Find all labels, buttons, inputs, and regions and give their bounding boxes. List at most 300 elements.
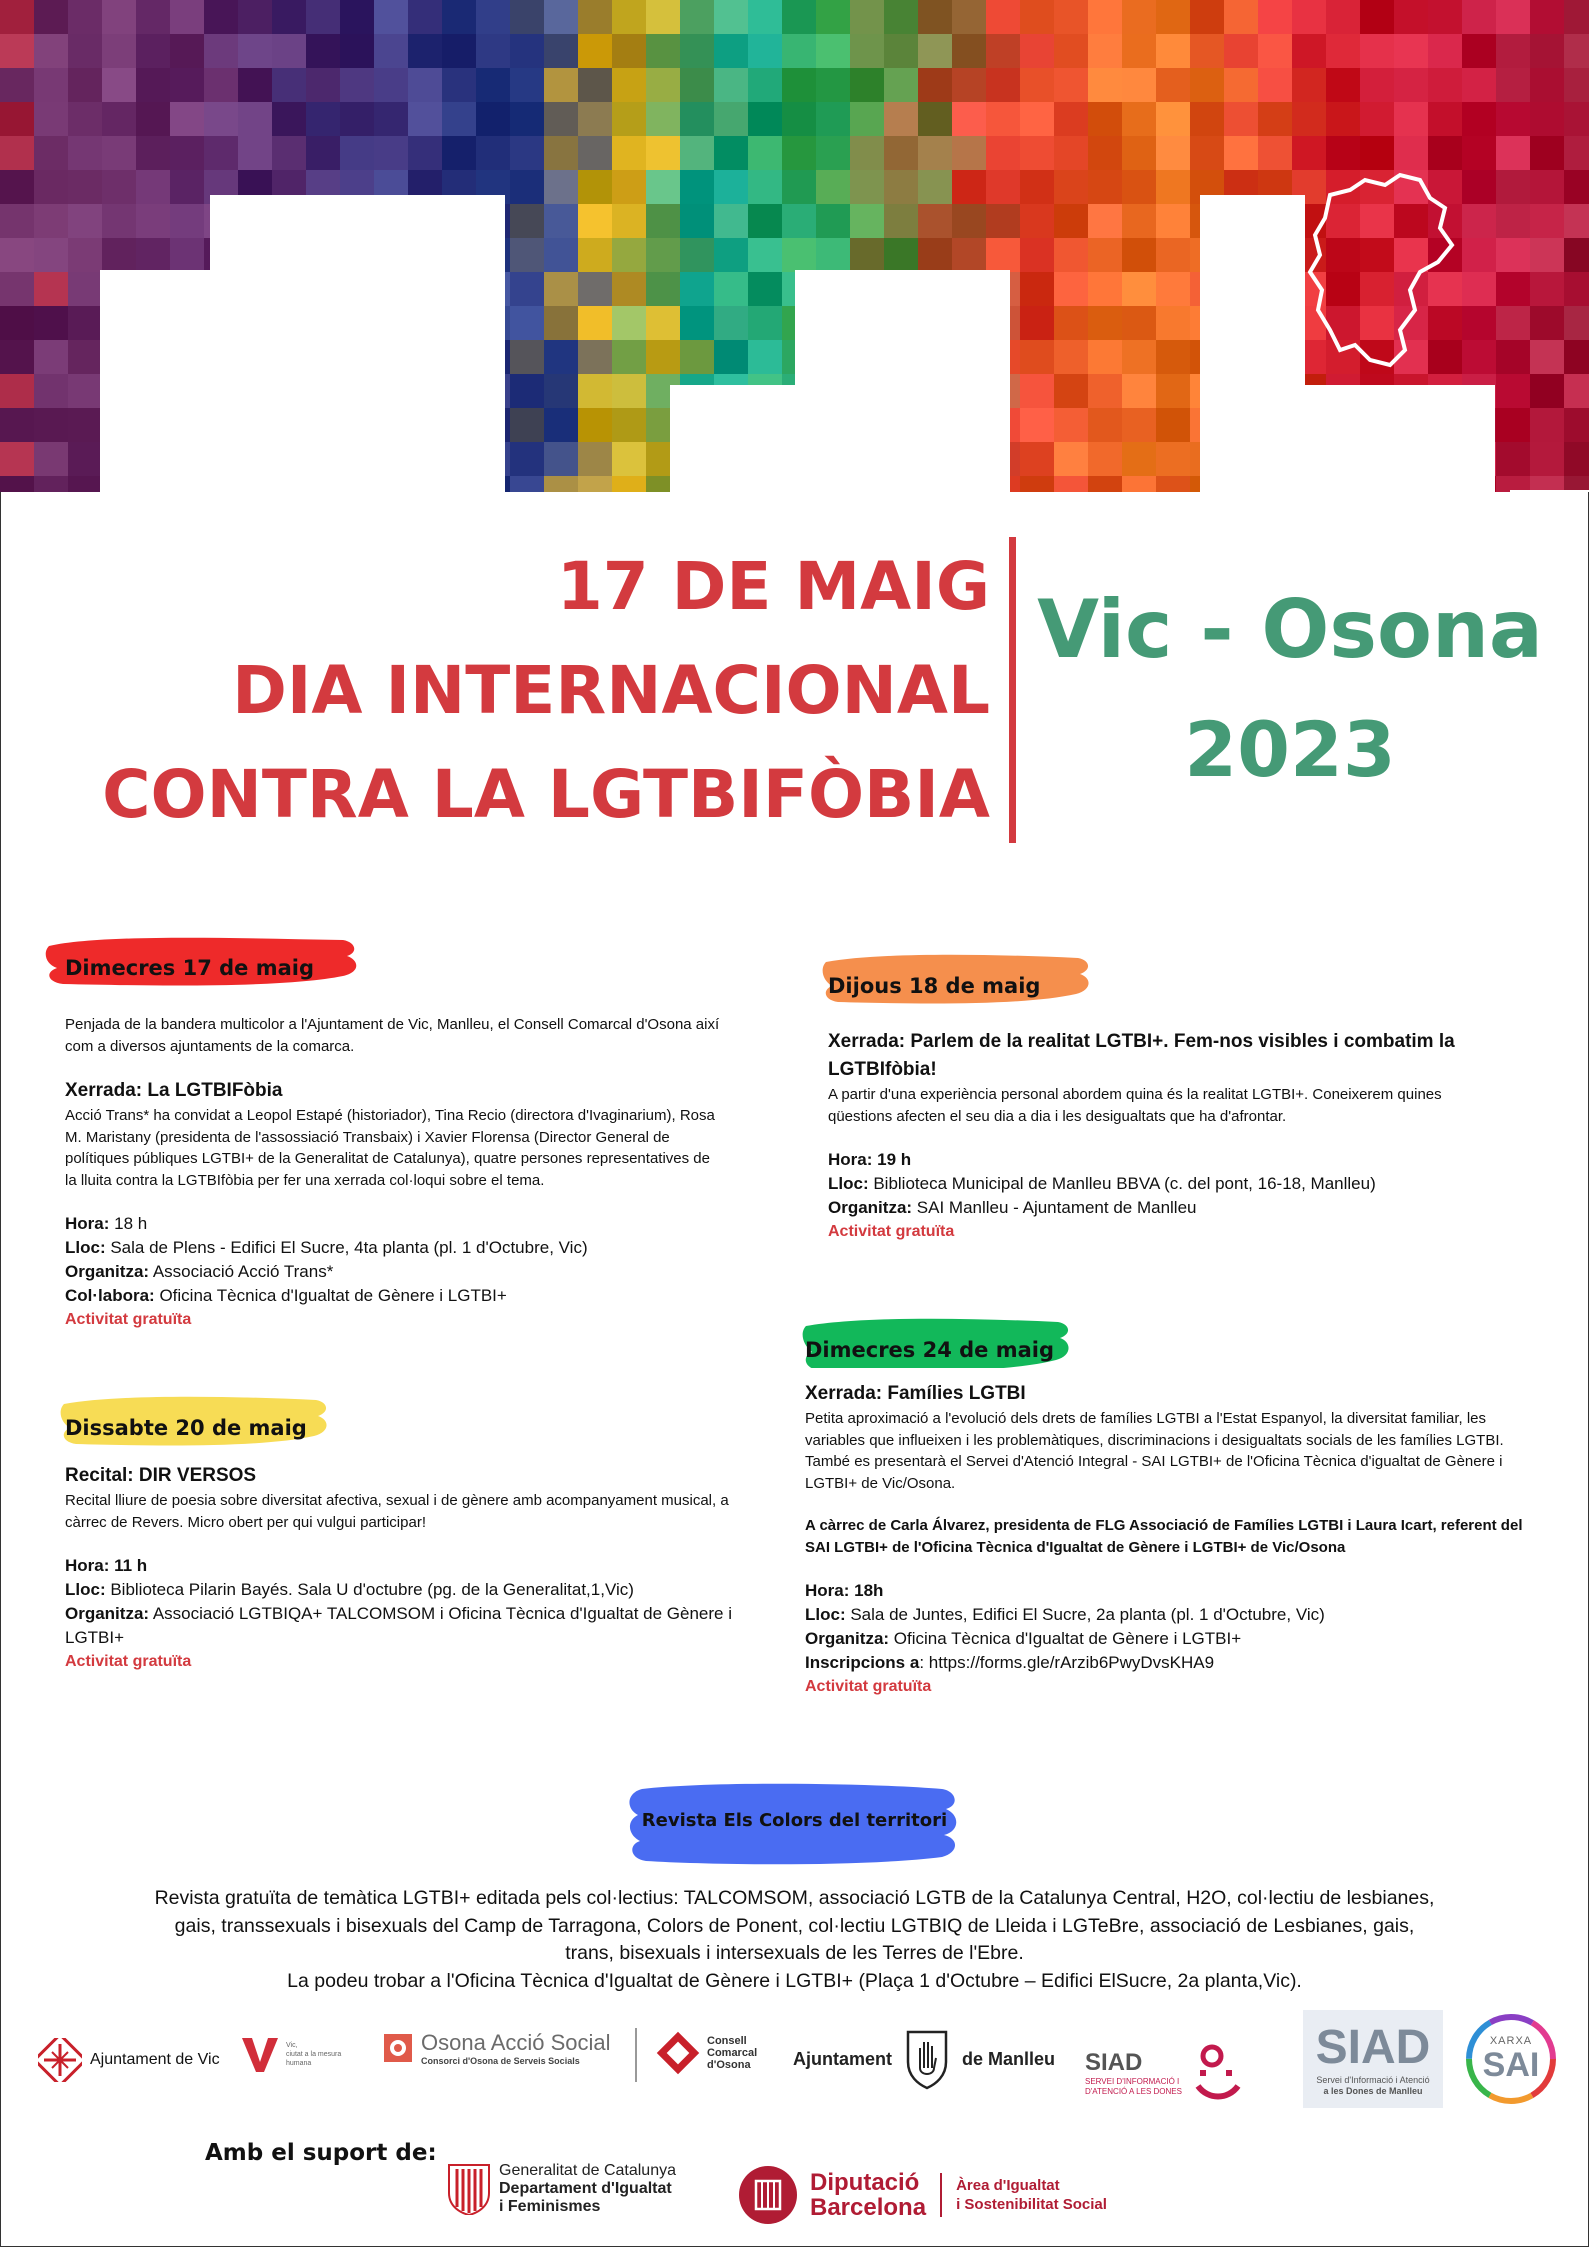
mosaic-tile bbox=[68, 170, 103, 205]
mosaic-tile bbox=[646, 170, 681, 205]
mosaic-tile bbox=[850, 170, 885, 205]
mosaic-tile bbox=[1020, 408, 1055, 443]
free-activity-label: Activitat gratuïta bbox=[828, 1223, 955, 1240]
mosaic-tile bbox=[1190, 102, 1225, 137]
mosaic-tile bbox=[374, 68, 409, 103]
mosaic-tile bbox=[782, 0, 817, 35]
mosaic-tile bbox=[714, 272, 749, 307]
mosaic-tile bbox=[1564, 306, 1589, 341]
registration-link[interactable]: : https://forms.gle/rArzib6PwyDvsKHA9 bbox=[919, 1653, 1215, 1672]
free-activity-label: Activitat gratuïta bbox=[65, 1311, 192, 1328]
mosaic-tile bbox=[1496, 204, 1531, 239]
mosaic-tile bbox=[680, 340, 715, 375]
mosaic-tile bbox=[272, 0, 307, 35]
mosaic-tile bbox=[1088, 476, 1123, 492]
mosaic-tile bbox=[1224, 34, 1259, 69]
mosaic-tile bbox=[34, 68, 69, 103]
mosaic-tile bbox=[1530, 408, 1565, 443]
mosaic-tile bbox=[918, 34, 953, 69]
logo-ajuntament-vic: Ajuntament de Vic bbox=[38, 2038, 220, 2082]
event-block-1 bbox=[65, 940, 725, 1332]
mosaic-tile bbox=[986, 0, 1021, 35]
mosaic-tile bbox=[952, 0, 987, 35]
mosaic-tile bbox=[408, 102, 443, 137]
mosaic-tile bbox=[680, 68, 715, 103]
mosaic-tile bbox=[748, 306, 783, 341]
mosaic-tile bbox=[1394, 68, 1429, 103]
mosaic-tile bbox=[136, 102, 171, 137]
mosaic-tile bbox=[986, 238, 1021, 273]
mosaic-tile bbox=[1496, 306, 1531, 341]
mosaic-tile bbox=[340, 68, 375, 103]
event-day: Dimecres 17 de maig bbox=[65, 956, 315, 980]
logo-siad-manlleu: SIAD Servei d'Informació i Atenció a les Dones de Manlleu bbox=[1303, 2010, 1443, 2108]
title-line-3: CONTRA LA LGTBIFÒBIA bbox=[102, 756, 990, 833]
mosaic-tile bbox=[612, 442, 647, 477]
mosaic-tile bbox=[510, 238, 545, 273]
mosaic-tile bbox=[680, 170, 715, 205]
mosaic-tile bbox=[306, 136, 341, 171]
mosaic-tile bbox=[952, 136, 987, 171]
mosaic-tile bbox=[1496, 0, 1531, 35]
mosaic-tile bbox=[68, 204, 103, 239]
free-activity-label: Activitat gratuïta bbox=[805, 1678, 932, 1695]
mosaic-tile bbox=[714, 238, 749, 273]
mosaic-tile bbox=[1190, 68, 1225, 103]
mosaic-tile bbox=[578, 306, 613, 341]
mosaic-tile bbox=[34, 374, 69, 409]
mosaic-tile bbox=[170, 136, 205, 171]
event-time: Hora: 11 h bbox=[65, 1556, 148, 1575]
consell-shield-icon bbox=[655, 2030, 701, 2076]
mosaic-tile bbox=[612, 306, 647, 341]
mosaic-tile bbox=[272, 102, 307, 137]
mosaic-tile bbox=[918, 170, 953, 205]
mosaic-tile bbox=[1224, 136, 1259, 171]
mosaic-tile bbox=[986, 102, 1021, 137]
mosaic-tile bbox=[816, 170, 851, 205]
mosaic-tile bbox=[204, 34, 239, 69]
logo-siad: SIAD SERVEI D'INFORMACIÓ I D'ATENCIÓ A LES DONES bbox=[1085, 2040, 1248, 2106]
mosaic-tile bbox=[0, 68, 35, 103]
mosaic-tile bbox=[1360, 68, 1395, 103]
mosaic-tile bbox=[748, 34, 783, 69]
mosaic-tile bbox=[510, 136, 545, 171]
mosaic-tile bbox=[1156, 374, 1191, 409]
mosaic-tile bbox=[1088, 68, 1123, 103]
mosaic-tile bbox=[578, 0, 613, 35]
mosaic-tile bbox=[952, 102, 987, 137]
mosaic-tile bbox=[510, 306, 545, 341]
event-intro: Penjada de la bandera multicolor a l'Ajuntament de Vic, Manlleu, el Consell Comarcal d'Osona així com a diversos ajuntaments de la comarca. bbox=[65, 1016, 720, 1055]
mosaic-tile bbox=[170, 204, 205, 239]
event-speakers: A càrrec de Carla Álvarez, presidenta de FLG Associació de Famílies LGTBI i Laura Icart, referent del SAI LGTBI+ de l'Oficina Tècnica d'Igualtat de Gènere i LGTBI+ de Vic/Osona bbox=[805, 1517, 1523, 1556]
mosaic-tile bbox=[204, 136, 239, 171]
mosaic-tile bbox=[1054, 204, 1089, 239]
mosaic-tile bbox=[374, 102, 409, 137]
mosaic-tile bbox=[646, 340, 681, 375]
mosaic-tile bbox=[1156, 0, 1191, 35]
mosaic-tile bbox=[918, 102, 953, 137]
mosaic-tile bbox=[1020, 34, 1055, 69]
free-activity-label: Activitat gratuïta bbox=[65, 1653, 192, 1670]
mosaic-tile bbox=[850, 102, 885, 137]
mosaic-tile bbox=[408, 68, 443, 103]
mosaic-tile bbox=[884, 136, 919, 171]
vic-shield-icon bbox=[38, 2038, 82, 2082]
mosaic-tile bbox=[1530, 68, 1565, 103]
mosaic-tile bbox=[714, 136, 749, 171]
event-day: Dijous 18 de maig bbox=[828, 974, 1041, 998]
mosaic-tile bbox=[1088, 306, 1123, 341]
magazine-section bbox=[0, 1775, 1589, 1995]
logo-xarxa-sai: XARXA SAI bbox=[1462, 2010, 1560, 2108]
mosaic-tile bbox=[578, 374, 613, 409]
mosaic-tile bbox=[748, 238, 783, 273]
mosaic-tile bbox=[1258, 102, 1293, 137]
mosaic-tile bbox=[816, 34, 851, 69]
mosaic-tile bbox=[1122, 204, 1157, 239]
mosaic-tile bbox=[1564, 476, 1589, 492]
event-time: Hora: 18h bbox=[805, 1581, 884, 1600]
mosaic-tile bbox=[68, 238, 103, 273]
mosaic-tile bbox=[850, 204, 885, 239]
mosaic-tile bbox=[340, 0, 375, 35]
mosaic-tile bbox=[1224, 102, 1259, 137]
mosaic-tile bbox=[544, 238, 579, 273]
mosaic-tile bbox=[1326, 272, 1361, 307]
mosaic-tile bbox=[782, 102, 817, 137]
mosaic-tile bbox=[646, 68, 681, 103]
mosaic-tile bbox=[1564, 34, 1589, 69]
mosaic-tile bbox=[136, 136, 171, 171]
mosaic-tile bbox=[850, 136, 885, 171]
title-line-1: 17 DE MAIG bbox=[556, 548, 990, 625]
mosaic-tile bbox=[1156, 306, 1191, 341]
mosaic-tile bbox=[102, 204, 137, 239]
mosaic-tile bbox=[0, 476, 35, 492]
mosaic-tile bbox=[306, 0, 341, 35]
mosaic-tile bbox=[1258, 68, 1293, 103]
mosaic-tile bbox=[544, 374, 579, 409]
location: Vic - Osona bbox=[1037, 583, 1543, 676]
mosaic-tile bbox=[544, 340, 579, 375]
mosaic-tile bbox=[1156, 102, 1191, 137]
magazine-availability: La podeu trobar a l'Oficina Tècnica d'Igualtat de Gènere i LGTBI+ (Plaça 1 d'Octubre – Edifici ElSucre, 2a planta,Vic). bbox=[287, 1969, 1302, 1992]
mosaic-tile bbox=[1530, 374, 1565, 409]
mosaic-tile bbox=[68, 408, 103, 443]
mosaic-tile bbox=[1054, 442, 1089, 477]
mosaic-tile bbox=[34, 34, 69, 69]
logo-osona-accio-social: Osona Acció Social Consorci d'Osona de Serveis Socials bbox=[383, 2030, 611, 2066]
mosaic-tile bbox=[476, 34, 511, 69]
mosaic-tile bbox=[578, 102, 613, 137]
mosaic-tile bbox=[1394, 0, 1429, 35]
mosaic-tile bbox=[952, 238, 987, 273]
mosaic-tile bbox=[986, 34, 1021, 69]
mosaic-tile bbox=[1394, 306, 1429, 341]
mosaic-tile bbox=[612, 476, 647, 492]
mosaic-tile bbox=[1020, 204, 1055, 239]
mosaic-tile bbox=[646, 136, 681, 171]
mosaic-tile bbox=[34, 102, 69, 137]
event-description: A partir d'una experiència personal abordem quina és la realitat LGTBI+. Coneixerem quines qüestions afecten el seu dia a dia i les desigualtats que ha d'afrontar. bbox=[828, 1086, 1442, 1125]
mosaic-tile bbox=[680, 204, 715, 239]
mosaic-tile bbox=[612, 408, 647, 443]
mosaic-cutout bbox=[395, 195, 505, 492]
main-title bbox=[40, 535, 990, 847]
mosaic-tile bbox=[1360, 170, 1395, 205]
mosaic-tile bbox=[238, 68, 273, 103]
mosaic-tile bbox=[204, 68, 239, 103]
mosaic-tile bbox=[374, 34, 409, 69]
mosaic-tile bbox=[68, 340, 103, 375]
mosaic-tile bbox=[34, 204, 69, 239]
mosaic-tile bbox=[340, 136, 375, 171]
mosaic-tile bbox=[238, 102, 273, 137]
mosaic-tile bbox=[1394, 102, 1429, 137]
mosaic-tile bbox=[578, 408, 613, 443]
mosaic-tile bbox=[68, 136, 103, 171]
mosaic-tile bbox=[544, 136, 579, 171]
mosaic-tile bbox=[646, 102, 681, 137]
mosaic-tile bbox=[238, 34, 273, 69]
mosaic-tile bbox=[34, 0, 69, 35]
mosaic-tile bbox=[1360, 238, 1395, 273]
mosaic-tile bbox=[1122, 374, 1157, 409]
mosaic-tile bbox=[1394, 34, 1429, 69]
mosaic-tile bbox=[748, 170, 783, 205]
mosaic-tile bbox=[1496, 34, 1531, 69]
mosaic-tile bbox=[646, 238, 681, 273]
logo-divider bbox=[635, 2028, 637, 2082]
mosaic-tile bbox=[782, 34, 817, 69]
mosaic-tile bbox=[612, 68, 647, 103]
mosaic-tile bbox=[238, 0, 273, 35]
mosaic-tile bbox=[1122, 136, 1157, 171]
mosaic-tile bbox=[0, 442, 35, 477]
mosaic-tile bbox=[1020, 136, 1055, 171]
mosaic-tile bbox=[1530, 476, 1565, 492]
mosaic-tile bbox=[272, 136, 307, 171]
event-time: Hora: 19 h bbox=[828, 1150, 912, 1169]
mosaic-tile bbox=[1428, 0, 1463, 35]
mosaic-tile bbox=[1530, 136, 1565, 171]
mosaic-tile bbox=[748, 340, 783, 375]
mosaic-tile bbox=[1360, 204, 1395, 239]
mosaic-tile bbox=[34, 442, 69, 477]
mosaic-tile bbox=[1020, 340, 1055, 375]
mosaic-tile bbox=[612, 102, 647, 137]
mosaic-tile bbox=[1326, 34, 1361, 69]
mosaic-tile bbox=[680, 272, 715, 307]
mosaic-cutout bbox=[1510, 490, 1589, 492]
mosaic-tile bbox=[1564, 442, 1589, 477]
mosaic-tile bbox=[442, 136, 477, 171]
mosaic-tile bbox=[884, 0, 919, 35]
mosaic-tile bbox=[0, 238, 35, 273]
mosaic-tile bbox=[1462, 204, 1497, 239]
mosaic-tile bbox=[1462, 68, 1497, 103]
mosaic-tile bbox=[1292, 136, 1327, 171]
mosaic-tile bbox=[748, 204, 783, 239]
mosaic-tile bbox=[1156, 68, 1191, 103]
mosaic-tile bbox=[748, 68, 783, 103]
mosaic-tile bbox=[850, 68, 885, 103]
mosaic-tile bbox=[646, 34, 681, 69]
mosaic-tile bbox=[1088, 0, 1123, 35]
mosaic-tile bbox=[34, 408, 69, 443]
mosaic-tile bbox=[986, 136, 1021, 171]
mosaic-tile bbox=[612, 374, 647, 409]
mosaic-tile bbox=[1054, 408, 1089, 443]
mosaic-tile bbox=[952, 170, 987, 205]
mosaic-tile bbox=[1428, 102, 1463, 137]
mosaic-tile bbox=[952, 204, 987, 239]
mosaic-tile bbox=[1360, 272, 1395, 307]
siad-face-icon bbox=[1192, 2040, 1248, 2106]
mosaic-tile bbox=[1530, 272, 1565, 307]
mosaic-tile bbox=[544, 170, 579, 205]
mosaic-tile bbox=[1122, 68, 1157, 103]
mosaic-tile bbox=[476, 68, 511, 103]
mosaic-tile bbox=[272, 68, 307, 103]
mosaic-tile bbox=[1564, 238, 1589, 273]
mosaic-tile bbox=[1462, 340, 1497, 375]
mosaic-tile bbox=[1156, 476, 1191, 492]
mosaic-tile bbox=[1530, 442, 1565, 477]
mosaic-tile bbox=[1564, 204, 1589, 239]
mosaic-tile bbox=[884, 238, 919, 273]
mosaic-tile bbox=[204, 102, 239, 137]
mosaic-tile bbox=[1496, 408, 1531, 443]
mosaic-tile bbox=[34, 476, 69, 492]
mosaic-tile bbox=[1054, 238, 1089, 273]
mosaic-tile bbox=[578, 204, 613, 239]
location-year bbox=[1030, 570, 1550, 810]
mosaic-tile bbox=[782, 238, 817, 273]
event-title: Xerrada: Famílies LGTBI bbox=[805, 1383, 1026, 1404]
event-location: Lloc: Sala de Juntes, Edifici El Sucre, 2a planta (pl. 1 d'Octubre, Vic) bbox=[805, 1605, 1325, 1624]
mosaic-tile bbox=[544, 204, 579, 239]
generalitat-shield-icon bbox=[447, 2163, 491, 2215]
mosaic-tile bbox=[850, 0, 885, 35]
mosaic-tile bbox=[68, 68, 103, 103]
mosaic-tile bbox=[34, 306, 69, 341]
mosaic-tile bbox=[170, 68, 205, 103]
event-organizer: Organitza: SAI Manlleu - Ajuntament de Manlleu bbox=[828, 1198, 1197, 1217]
mosaic-tile bbox=[1496, 68, 1531, 103]
mosaic-tile bbox=[1462, 238, 1497, 273]
mosaic-tile bbox=[68, 102, 103, 137]
mosaic-tile bbox=[1462, 136, 1497, 171]
mosaic-tile bbox=[578, 442, 613, 477]
mosaic-tile bbox=[1020, 476, 1055, 492]
mosaic-tile bbox=[0, 374, 35, 409]
mosaic-tile bbox=[1156, 170, 1191, 205]
mosaic-tile bbox=[1020, 238, 1055, 273]
mosaic-tile bbox=[510, 0, 545, 35]
mosaic-tile bbox=[68, 306, 103, 341]
mosaic-tile bbox=[578, 34, 613, 69]
mosaic-tile bbox=[680, 136, 715, 171]
mosaic-tile bbox=[1462, 34, 1497, 69]
mosaic-tile bbox=[1224, 68, 1259, 103]
mosaic-tile bbox=[612, 204, 647, 239]
mosaic-tile bbox=[646, 204, 681, 239]
mosaic-tile bbox=[816, 68, 851, 103]
mosaic-tile bbox=[476, 0, 511, 35]
mosaic-tile bbox=[1496, 272, 1531, 307]
mosaic-tile bbox=[102, 102, 137, 137]
mosaic-tile bbox=[782, 68, 817, 103]
mosaic-tile bbox=[476, 102, 511, 137]
mosaic-tile bbox=[1326, 204, 1361, 239]
diputacio-divider bbox=[940, 2173, 942, 2217]
mosaic-tile bbox=[1122, 34, 1157, 69]
mosaic-tile bbox=[1122, 340, 1157, 375]
mosaic-tile bbox=[1530, 238, 1565, 273]
mosaic-tile bbox=[306, 34, 341, 69]
event-description: Petita aproximació a l'evolució dels drets de famílies LGTBI a l'Estat Espanyol, la diversitat familiar, les variables que influeixen i les problemàtiques, discriminacions i desigualtats socials de les famílies LGTBI. També es presentarà el Servei d'Atenció Integral - SAI LGTBI+ de l'Oficina Tècnica d'igualtat de Gènere i LGTBI+ de Vic/Osona. bbox=[805, 1410, 1504, 1492]
mosaic-tile bbox=[850, 34, 885, 69]
mosaic-tile bbox=[1496, 476, 1531, 492]
mosaic-tile bbox=[612, 136, 647, 171]
mosaic-tile bbox=[340, 34, 375, 69]
mosaic-tile bbox=[442, 0, 477, 35]
mosaic-tile bbox=[1122, 0, 1157, 35]
mosaic-tile bbox=[1122, 170, 1157, 205]
mosaic-tile bbox=[0, 340, 35, 375]
mosaic-tile bbox=[782, 204, 817, 239]
mosaic-tile bbox=[306, 102, 341, 137]
mosaic-tile bbox=[34, 340, 69, 375]
mosaic-tile bbox=[0, 204, 35, 239]
mosaic-tile bbox=[1020, 170, 1055, 205]
mosaic-tile bbox=[68, 476, 103, 492]
mosaic-tile bbox=[544, 0, 579, 35]
event-block-2 bbox=[65, 1400, 765, 1674]
mosaic-tile bbox=[850, 238, 885, 273]
event-registration: Inscripcions a: https://forms.gle/rArzib6PwyDvsKHA9 bbox=[805, 1653, 1215, 1672]
mosaic-tile bbox=[0, 408, 35, 443]
mosaic-tile bbox=[1020, 374, 1055, 409]
vic-heart-icon bbox=[238, 2032, 282, 2076]
mosaic-tile bbox=[714, 102, 749, 137]
mosaic-tile bbox=[1156, 408, 1191, 443]
event-collaborator: Col·labora: Oficina Tècnica d'Igualtat de Gènere i LGTBI+ bbox=[65, 1286, 507, 1305]
mosaic-tile bbox=[374, 0, 409, 35]
mosaic-tile bbox=[986, 68, 1021, 103]
mosaic-tile bbox=[1054, 306, 1089, 341]
mosaic-tile bbox=[68, 34, 103, 69]
mosaic-tile bbox=[748, 102, 783, 137]
mosaic-tile bbox=[1462, 102, 1497, 137]
mosaic-tile bbox=[340, 102, 375, 137]
mosaic-tile bbox=[884, 204, 919, 239]
mosaic-tile bbox=[102, 170, 137, 205]
mosaic-tile bbox=[544, 102, 579, 137]
mosaic-tile bbox=[578, 68, 613, 103]
event-day: Dimecres 24 de maig bbox=[805, 1338, 1055, 1362]
mosaic-tile bbox=[34, 272, 69, 307]
mosaic-tile bbox=[1428, 34, 1463, 69]
mosaic-tile bbox=[1496, 374, 1531, 409]
mosaic-tile bbox=[816, 102, 851, 137]
mosaic-tile bbox=[1428, 68, 1463, 103]
mosaic-tile bbox=[1088, 34, 1123, 69]
mosaic-tile bbox=[68, 374, 103, 409]
